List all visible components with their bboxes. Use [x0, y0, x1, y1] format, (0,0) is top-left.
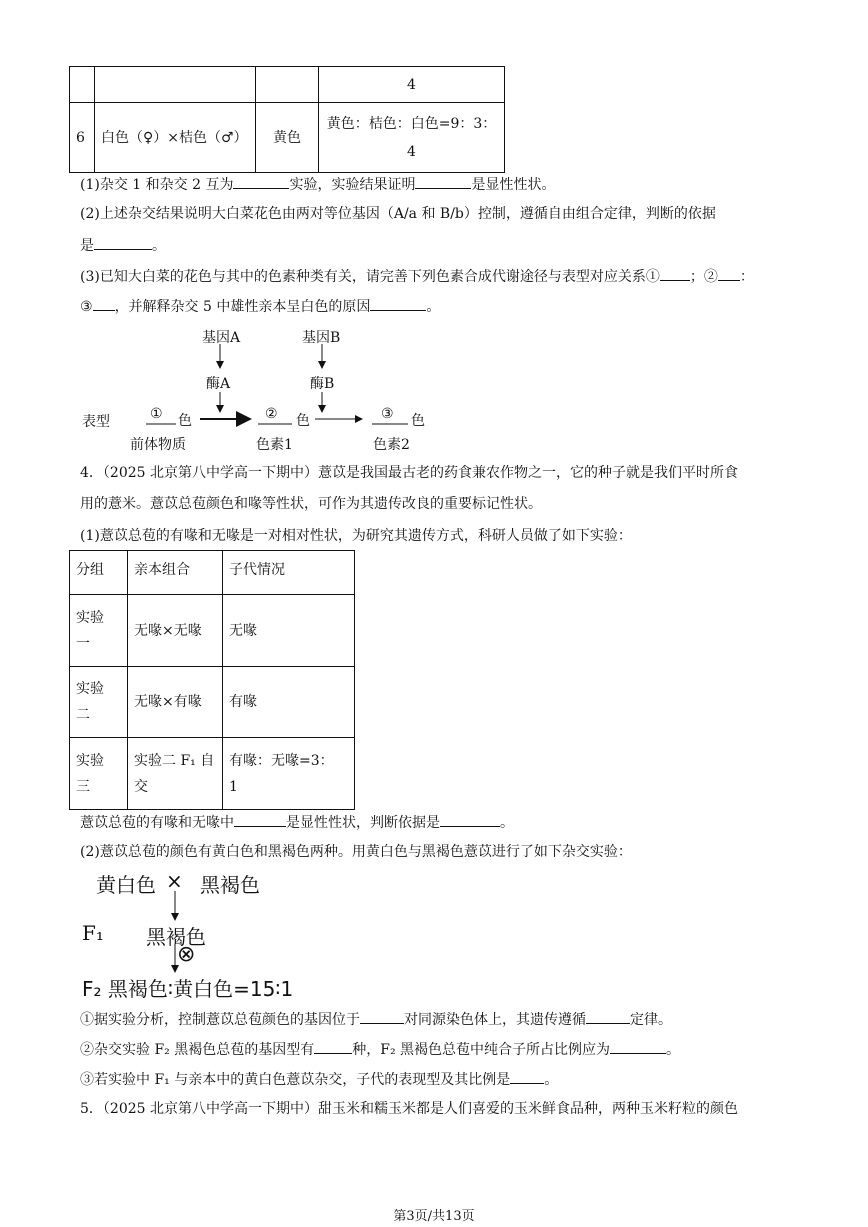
- answer-blank[interactable]: [93, 296, 115, 311]
- f1-label: F₁: [82, 921, 104, 945]
- offspring-cell: 有喙：无喙=3： 1: [223, 738, 355, 810]
- question-line: (2)薏苡总苞的颜色有黄白色和黑褐色两种。用黄白色与黑褐色薏苡进行了如下杂交实验：: [80, 844, 632, 860]
- enzyme-b-label: 酶B: [310, 376, 335, 392]
- color-suffix: 色: [178, 413, 192, 429]
- answer-blank[interactable]: [94, 235, 152, 250]
- parent-cell: 无喙×无喙: [128, 595, 223, 667]
- answer-blank[interactable]: [610, 1039, 666, 1054]
- cell: [256, 67, 319, 103]
- f2-result: F₂ 黑褐色∶黄白色=15∶1: [82, 977, 294, 1001]
- cell-index: 6: [70, 103, 95, 173]
- question-title: 5．（2025 北京第八中学高一下期中）甜玉米和糯玉米都是人们喜爱的玉米鲜食品种，两种玉米籽粒的颜色: [80, 1101, 738, 1117]
- question-line: (1)薏苡总苞的有喙和无喙是一对相对性状，为研究其遗传方式，科研人员做了如下实验：: [80, 528, 632, 544]
- group-cell: 实验 三: [70, 738, 128, 810]
- parent1-label: 黄白色: [96, 873, 156, 897]
- question-title: 用的薏米。薏苡总苞颜色和喙等性状，可作为其遗传改良的重要标记性状。: [80, 496, 542, 512]
- header-cell: 亲本组合: [128, 551, 223, 595]
- question-line: (1)杂交 1 和杂交 2 互为 实验，实验结果证明 是显性性状。: [80, 174, 555, 195]
- answer-blank[interactable]: [234, 812, 286, 827]
- color-suffix: 色: [296, 413, 310, 429]
- answer-blank[interactable]: [233, 174, 289, 189]
- question-line: ③若实验中 F₁ 与亲本中的黄白色薏苡杂交，子代的表现型及其比例是 。: [80, 1069, 558, 1090]
- question-line: 薏苡总苞的有喙和无喙中 是显性性状，判断依据是 。: [80, 812, 514, 833]
- header-cell: 分组: [70, 551, 128, 595]
- question-line: (3)已知大白菜的花色与其中的色素种类有关，请完善下列色素合成代谢途径与表型对应关系① ；② ：: [80, 266, 754, 287]
- answer-blank[interactable]: [415, 174, 471, 189]
- group-cell: 实验 二: [70, 667, 128, 738]
- color-suffix: 色: [411, 413, 425, 429]
- question-line: ③ ，并解释杂交 5 中雄性亲本呈白色的原因 。: [80, 296, 440, 317]
- answer-blank[interactable]: [370, 296, 426, 311]
- cell-parents: 白色（♀）×桔色（♂）: [95, 103, 256, 173]
- question-title: 4．（2025 北京第八中学高一下期中）薏苡是我国最古老的药食兼农作物之一，它的种子就是我们平时所食: [80, 465, 738, 481]
- f2-ratio-line1: 黄色：桔色：白色=9：3：: [326, 115, 497, 132]
- answer-blank[interactable]: [360, 1009, 404, 1024]
- phenotype-label: 表型: [82, 414, 110, 430]
- blank-number-2: ②: [265, 406, 278, 422]
- answer-blank[interactable]: [718, 266, 740, 281]
- group-cell: 实验 一: [70, 595, 128, 667]
- question-line: ②杂交实验 F₂ 黑褐色总苞的基因型有 种，F₂ 黑褐色总苞中纯合子所占比例应为 。: [80, 1039, 680, 1060]
- cross-symbol: ×: [166, 869, 183, 893]
- cell-f2: [319, 103, 505, 173]
- answer-blank[interactable]: [314, 1039, 352, 1054]
- blank-number-1: ①: [150, 406, 163, 422]
- cell: [70, 67, 95, 103]
- parent-cell: 实验二 F₁ 自 交: [128, 738, 223, 810]
- precursor-label: 前体物质: [130, 437, 186, 453]
- question-line: ①据实验分析，控制薏苡总苞颜色的基因位于 对同源染色体上，其遗传遵循 定律。: [80, 1009, 672, 1030]
- blank-number-3: ③: [381, 406, 394, 422]
- parent2-label: 黑褐色: [200, 873, 260, 897]
- self-cross-icon: ⊗: [177, 942, 196, 967]
- cell: [95, 67, 256, 103]
- question-line: (2)上述杂交结果说明大白菜花色由两对等位基因（A/a 和 B/b）控制，遵循自由组合定律，判断的依据: [80, 206, 716, 222]
- offspring-cell: 有喙: [223, 667, 355, 738]
- pigment2-label: 色素2: [373, 437, 410, 453]
- answer-blank[interactable]: [440, 812, 500, 827]
- f2-ratio-line2: 4: [407, 143, 416, 160]
- cross-table-fragment: [69, 66, 505, 173]
- question-line: 是 。: [80, 235, 166, 256]
- cell: 4: [319, 67, 505, 103]
- pigment1-label: 色素1: [256, 437, 293, 453]
- cell-f1: 黄色: [256, 103, 319, 173]
- gene-a-label: 基因A: [202, 330, 241, 346]
- beak-experiment-table: [69, 550, 355, 810]
- gene-b-label: 基因B: [302, 330, 341, 346]
- answer-blank[interactable]: [660, 266, 690, 281]
- offspring-cell: 无喙: [223, 595, 355, 667]
- answer-blank[interactable]: [586, 1009, 630, 1024]
- header-cell: 子代情况: [223, 551, 355, 595]
- page-footer: 第3页/共13页: [393, 1209, 475, 1224]
- parent-cell: 无喙×有喙: [128, 667, 223, 738]
- answer-blank[interactable]: [510, 1069, 544, 1084]
- enzyme-a-label: 酶A: [206, 376, 231, 392]
- f1-phenotype: 黑褐色: [146, 925, 206, 949]
